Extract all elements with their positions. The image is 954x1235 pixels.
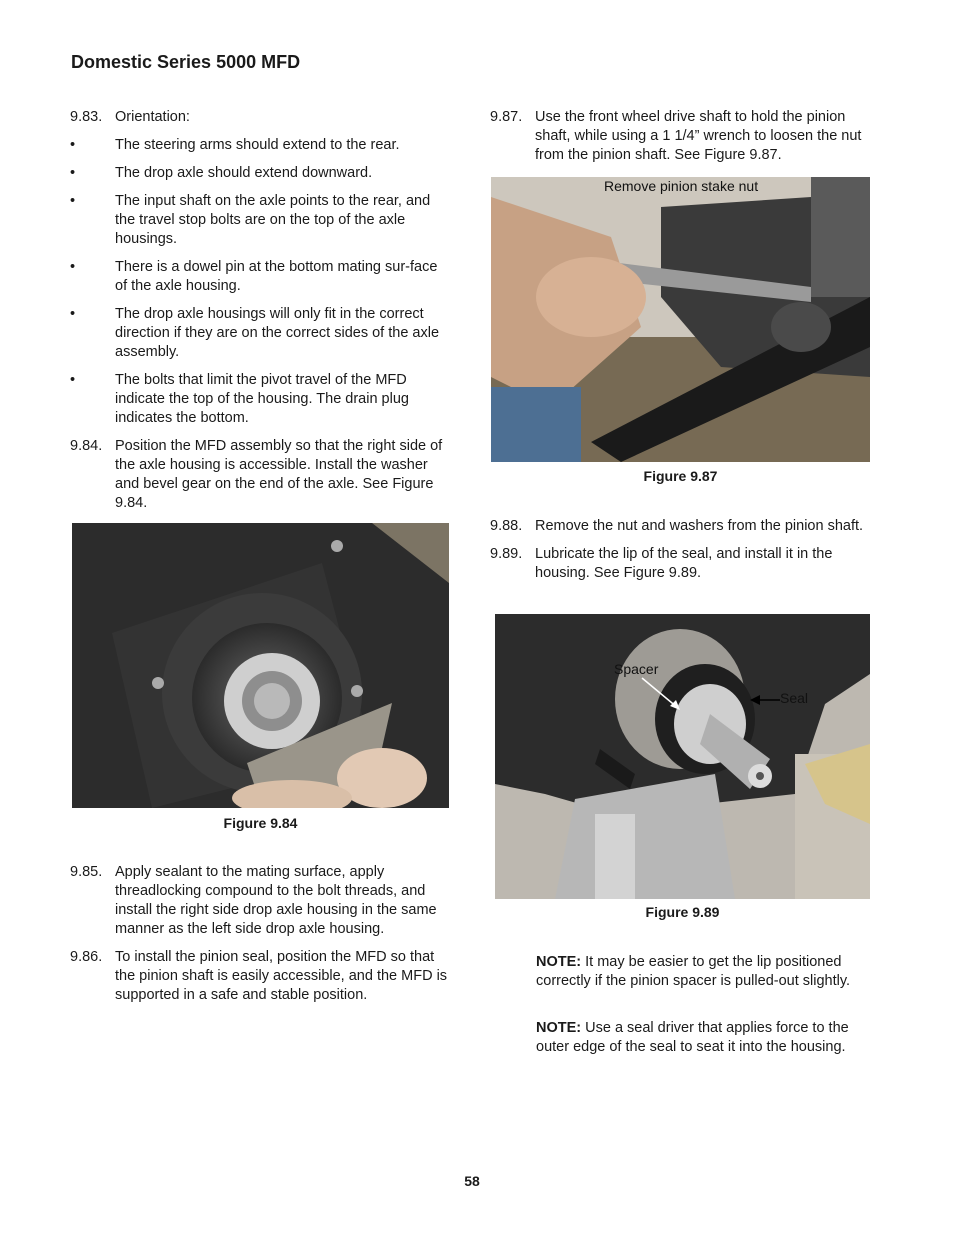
note-2: NOTE: Use a seal driver that applies force to the outer edge of the seal to seat it into the housing.	[536, 1020, 849, 1055]
seal-callout-label: Seal	[780, 690, 809, 706]
left-column	[70, 108, 452, 522]
bullet-item: • The steering arms should extend to the rear.	[70, 137, 400, 153]
step-item: 9.84. Position the MFD assembly so that the right side of the axle housing is accessible. Install the washer and bevel gear on the end of the axle. See Figure 9.84.	[70, 438, 443, 511]
figure-9-89-photo	[495, 614, 870, 899]
step-item: 9.83. Orientation:	[70, 109, 190, 125]
figure-9-89-caption: Figure 9.89	[645, 904, 720, 920]
left-column-lower	[70, 863, 452, 1014]
spacer-arrow-icon	[640, 676, 690, 716]
step-item: 9.89. Lubricate the lip of the seal, and install it in the housing. See Figure 9.89.	[490, 546, 833, 581]
page-number: 58	[464, 1173, 480, 1189]
note-1: NOTE: It may be easier to get the lip positioned correctly if the pinion spacer is pulled-out slightly.	[536, 954, 851, 989]
right-column	[490, 108, 874, 174]
step-item: 9.88. Remove the nut and washers from the pinion shaft.	[490, 518, 864, 534]
bullet-item: • The drop axle should extend downward.	[70, 165, 373, 181]
step-item: 9.86. To install the pinion seal, position the MFD so that the pinion shaft is easily accessible, and the MFD is supported in a safe and stable position.	[70, 949, 448, 1003]
figure-9-84-photo	[72, 523, 449, 808]
figure-9-84-caption: Figure 9.84	[223, 815, 298, 831]
figure-9-87-photo	[491, 177, 870, 462]
spacer-callout-label: Spacer	[614, 661, 659, 677]
bullet-item: • The bolts that limit the pivot travel of the MFD indicate the top of the housing. The drain plug indicates the bottom.	[70, 372, 409, 426]
right-column-middle	[490, 517, 874, 592]
step-item: 9.87. Use the front wheel drive shaft to hold the pinion shaft, while using a 1 1/4” wrench to loosen the nut from the pinion shaft. See Figure 9.87.	[490, 109, 862, 163]
seal-arrow-icon	[748, 693, 782, 707]
bullet-item: • The drop axle housings will only fit in the correct direction if they are on the correct sides of the axle assembly.	[70, 306, 440, 360]
bullet-item: • There is a dowel pin at the bottom mating sur-face of the axle housing.	[70, 259, 438, 294]
figure-9-87-caption: Figure 9.87	[643, 468, 718, 484]
figure-9-87-callout: Remove pinion stake nut	[604, 178, 759, 194]
step-item: 9.85. Apply sealant to the mating surface, apply threadlocking compound to the bolt threads, and install the right side drop axle housing in the same manner as the left side drop axle housing.	[70, 864, 437, 937]
page-title: Domestic Series 5000 MFD	[71, 52, 301, 72]
bullet-item: • The input shaft on the axle points to the rear, and the travel stop bolts are on the top of the axle housings.	[70, 193, 431, 247]
